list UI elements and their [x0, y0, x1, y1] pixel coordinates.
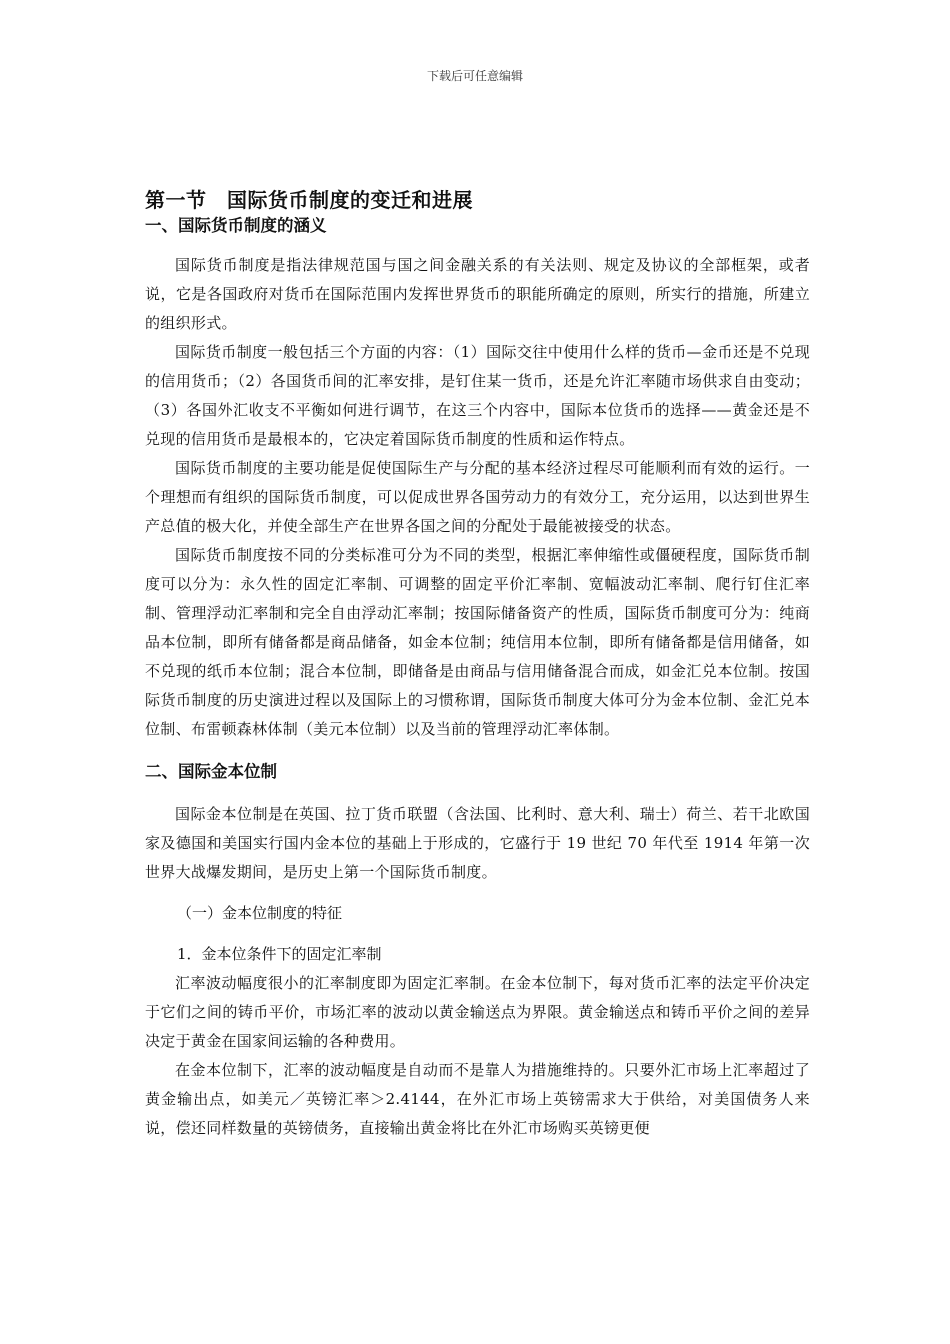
document-body [145, 186, 810, 1143]
paragraph-classification: 国际货币制度按不同的分类标准可分为不同的类型，根据汇率伸缩性或僵硬程度，国际货币制度可以分为：永久性的固定汇率制、可调整的固定平价汇率制、宽幅波动汇率制、爬行钉住汇率制、管理浮动汇率制和完全自由浮动汇率制；按国际储备资产的性质，国际货币制度可分为：纯商品本位制，即所有储备都是商品储备，如金本位制；纯信用本位制，即所有储备都是信用储备，如不兑现的纸币本位制；混合本位制，即储备是由商品与信用储备混合而成，如金汇兑本位制。按国际货币制度的历史演进过程以及国际上的习惯称谓，国际货币制度大体可分为金本位制、金汇兑本位制、布雷顿森林体制（美元本位制）以及当前的管理浮动汇率体制。 [145, 546, 810, 738]
subheading-features: （一）金本位制度的特征 [177, 904, 343, 922]
paragraph-definition: 国际货币制度是指法律规范国与国之间金融关系的有关法则、规定及协议的全部框架，或者说，它是各国政府对货币在国际范围内发挥世界货币的职能所确定的原则，所实行的措施，所建立的组织形式。 [145, 256, 810, 332]
heading-meaning: 一、国际货币制度的涵义 [145, 216, 327, 235]
subheading-fixed-rate: 1．金本位条件下的固定汇率制 [177, 945, 382, 963]
paragraph-functions: 国际货币制度的主要功能是促使国际生产与分配的基本经济过程尽可能顺利而有效的运行。一个理想而有组织的国际货币制度，可以促成世界各国劳动力的有效分工，充分运用，以达到世界生产总值的极大化，并使全部生产在世界各国之间的分配处于最能被接受的状态。 [145, 459, 810, 535]
paragraph-fixed-rate: 汇率波动幅度很小的汇率制度即为固定汇率制。在金本位制下，每对货币汇率的法定平价决定于它们之间的铸币平价，市场汇率的波动以黄金输送点为界限。黄金输送点和铸币平价之间的差异决定于黄金在国家间运输的各种费用。 [145, 974, 810, 1050]
heading-gold-standard: 二、国际金本位制 [145, 762, 277, 781]
paragraph-contents: 国际货币制度一般包括三个方面的内容：（1）国际交往中使用什么样的货币—金币还是不兑现的信用货币；（2）各国货币间的汇率安排，是钉住某一货币，还是允许汇率随市场供求自由变动；（3）各国外汇收支不平衡如何进行调节，在这三个内容中，国际本位货币的选择——黄金还是不兑现的信用货币是最根本的，它决定着国际货币制度的性质和运作特点。 [145, 343, 810, 448]
page-header-note: 下载后可任意编辑 [426, 69, 523, 83]
paragraph-auto-fluctuation: 在金本位制下，汇率的波动幅度是自动而不是靠人为措施维持的。只要外汇市场上汇率超过了黄金输出点，如美元／英镑汇率＞2.4144，在外汇市场上英镑需求大于供给，对美国债务人来说，偿还同样数量的英镑债务，直接输出黄金将比在外汇市场购买英镑更便 [145, 1061, 810, 1137]
paragraph-gold-standard-intro: 国际金本位制是在英国、拉丁货币联盟（含法国、比利时、意大利、瑞士）荷兰、若干北欧国家及德国和美国实行国内金本位的基础上于形成的，它盛行于 19 世纪 70 年代至 1914 年第一次世界大战爆发期间，是历史上第一个国际货币制度。 [145, 805, 810, 881]
section-title: 第一节 国际货币制度的变迁和进展 [145, 188, 473, 212]
